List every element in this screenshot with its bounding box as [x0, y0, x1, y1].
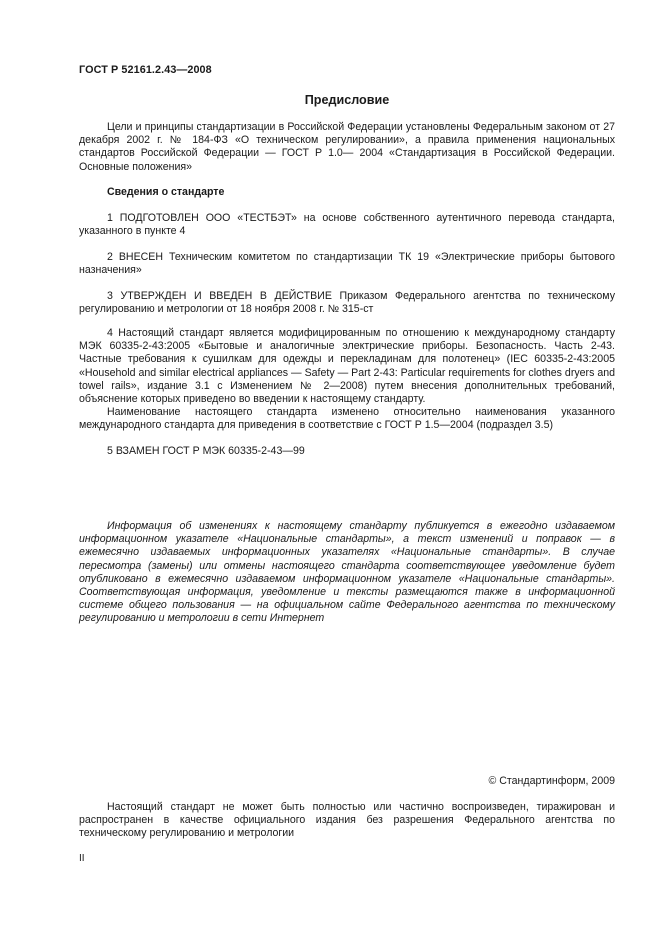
copyright: © Стандартинформ, 2009	[488, 775, 615, 787]
item-3	[79, 290, 615, 316]
intro-paragraph	[79, 121, 615, 174]
item-5	[79, 445, 615, 458]
item-4	[79, 327, 615, 433]
item-5-text: 5 ВЗАМЕН ГОСТ Р МЭК 60335-2-43—99	[107, 445, 305, 457]
intro-text: Цели и принципы стандартизации в Российской Федерации установлены Федеральным законом от 27 декабря 2002 г. № 184-ФЗ «О техническом регулировании», а правила применения национальных стандартов Российской Федерации — ГОСТ Р 1.0— 2004 «Стандартизация в Российской Федерации. Основные положения»	[79, 121, 615, 173]
item-3-text: 3 УТВЕРЖДЕН И ВВЕДЕН В ДЕЙСТВИЕ Приказом Федерального агентства по техническому регулированию и метрологии от 18 ноября 2008 г. № 315-ст	[79, 290, 615, 316]
standard-code: ГОСТ Р 52161.2.43—2008	[79, 64, 212, 76]
item-1	[79, 212, 615, 238]
notice-block	[79, 520, 615, 626]
item-4-note: Наименование настоящего стандарта изменено относительно наименования указанного международного стандарта для приведения в соответствие с ГОСТ Р 1.5—2004 (подраздел 3.5)	[79, 406, 615, 432]
item-2	[79, 251, 615, 277]
notice-text: Информация об изменениях к настоящему стандарту публикуется в ежегодно издаваемом информационном указателе «Национальные стандарты», а текст изменений и поправок — в ежемесячно издаваемых информационных указателях «Национальные стандарты». В случае пересмотра (замены) или отмены настоящего стандарта соответствующее уведомление будет опубликовано в ежемесячно издаваемом информационном указателе «Национальные стандарты». Соответствующая информация, уведомление и тексты размещаются также в информационной системе общего пользования — на официальном сайте Федерального агентства по техническому регулированию и метрологии в сети Интернет	[79, 520, 615, 625]
reproduction-text: Настоящий стандарт не может быть полностью или частично воспроизведен, тиражирован и распространен в качестве официального издания без разрешения Федерального агентства по техническому регулированию и метрологии	[79, 801, 615, 840]
item-4-text: 4 Настоящий стандарт является модифицированным по отношению к международному стандарту МЭК 60335-2-43:2005 «Бытовые и аналогичные электрические приборы. Безопасность. Часть 2-43. Частные требования к сушилкам для одежды и перекладинам для полотенец» (IEC 60335-2-43:2005 «Household and similar electrical appliances — Safety — Part 2-43: Particular requirements for clothes dryers and towel rails», издание 3.1 с Изменением № 2—2008) путем внесения дополнительных требований, объяснение которых приведено во введении к настоящему стандарту.	[79, 327, 615, 406]
page-title: Предисловие	[304, 93, 390, 107]
info-heading: Сведения о стандарте	[107, 186, 225, 198]
item-1-text: 1 ПОДГОТОВЛЕН ООО «ТЕСТБЭТ» на основе собственного аутентичного перевода стандарта, указанного в пункте 4	[79, 212, 615, 238]
item-2-text: 2 ВНЕСЕН Техническим комитетом по стандартизации ТК 19 «Электрические приборы бытового назначения»	[79, 251, 615, 277]
page-number: II	[79, 853, 85, 864]
reproduction-notice	[79, 801, 615, 841]
